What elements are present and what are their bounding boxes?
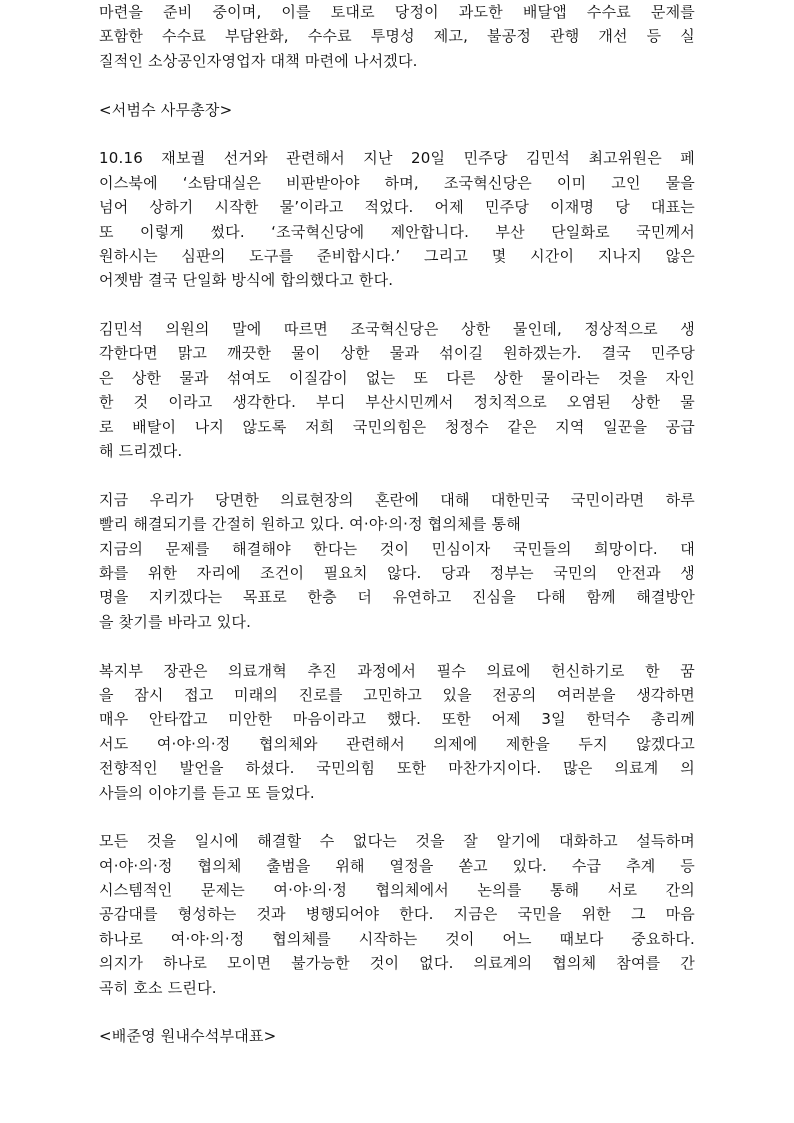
speaker-heading: <배준영 원내수석부대표>	[99, 1027, 277, 1046]
paragraph-line: 하나로 여·야·의·정 협의체를 시작하는 것이 어느 때보다 중요하다.	[99, 929, 695, 948]
paragraph-line: 10.16 재보궐 선거와 관련해서 지난 20일 민주당 김민석 최고위원은 페	[99, 149, 695, 168]
paragraph-line: 의지가 하나로 모이면 불가능한 것이 없다. 의료계의 협의체 참여를 간	[99, 954, 695, 973]
paragraph-line: 빨리 해결되기를 간절히 원하고 있다. 여·야·의·정 협의체를 통해	[99, 515, 521, 534]
paragraph-line: 각한다면 맑고 깨끗한 물이 상한 물과 섞이길 원하겠는가. 결국 민주당	[99, 344, 695, 363]
paragraph-4	[99, 659, 695, 805]
paragraph-line: 포함한 수수료 부담완화, 수수료 투명성 제고, 불공정 관행 개선 등 실	[99, 27, 695, 46]
paragraph-line: 어젯밤 결국 단일화 방식에 합의했다고 한다.	[99, 271, 394, 290]
paragraph-line: 은 상한 물과 섞여도 이질감이 없는 또 다른 상한 물이라는 것을 자인	[99, 368, 695, 387]
paragraph-line: 이스북에 ‘소탐대실은 비판받아야 하며, 조국혁신당은 이미 고인 물을	[99, 173, 695, 192]
paragraph-line: 지금 우리가 당면한 의료현장의 혼란에 대해 대한민국 국민이라면 하루	[99, 490, 695, 509]
paragraph-line: 해 드리겠다.	[99, 442, 183, 461]
paragraph-line: 매우 안타깝고 미안한 마음이라고 했다. 또한 어제 3일 한덕수 총리께	[99, 710, 695, 729]
paragraph-line: 복지부 장관은 의료개혁 추진 과정에서 필수 의료에 헌신하기로 한 꿈	[99, 661, 695, 680]
paragraph-line: 전향적인 발언을 하셨다. 국민의힘 또한 마찬가지이다. 많은 의료계 의	[99, 759, 695, 778]
paragraph-line: 원하시는 심판의 도구를 준비합시다.’ 그리고 몇 시간이 지나지 않은	[99, 246, 695, 265]
intro-paragraph	[99, 0, 695, 73]
paragraph-2	[99, 317, 695, 463]
paragraph-line: 한 것 이라고 생각한다. 부디 부산시민께서 정치적으로 오염된 상한 물	[99, 393, 695, 412]
paragraph-line: 사들의 이야기를 듣고 또 들었다.	[99, 783, 315, 802]
paragraph-line: 곡히 호소 드린다.	[99, 978, 217, 997]
paragraph-line: 여·야·의·정 협의체 출범을 위해 열정을 쏟고 있다. 수급 추계 등	[99, 856, 695, 875]
paragraph-line: 모든 것을 일시에 해결할 수 없다는 것을 잘 알기에 대화하고 설득하며	[99, 832, 695, 851]
paragraph-line: 공감대를 형성하는 것과 병행되어야 한다. 지금은 국민을 위한 그 마음	[99, 905, 695, 924]
paragraph-line: 넘어 상하기 시작한 물’이라고 적었다. 어제 민주당 이재명 당 대표는	[99, 198, 695, 217]
paragraph-line: 시스템적인 문제는 여·야·의·정 협의체에서 논의를 통해 서로 간의	[99, 881, 695, 900]
paragraph-3	[99, 488, 695, 634]
speaker-heading: <서범수 사무총장>	[99, 100, 233, 119]
paragraph-line: 질적인 소상공인자영업자 대책 마련에 나서겠다.	[99, 51, 418, 70]
paragraph-5	[99, 829, 695, 1000]
paragraph-line: 명을 지키겠다는 목표로 한층 더 유연하고 진심을 다해 함께 해결방안	[99, 588, 695, 607]
paragraph-line: 김민석 의원의 말에 따르면 조국혁신당은 상한 물인데, 정상적으로 생	[99, 320, 695, 339]
document-page	[99, 0, 695, 1049]
paragraph-line: 서도 여·야·의·정 협의체와 관련해서 의제에 제한을 두지 않겠다고	[99, 734, 695, 753]
paragraph-line: 마련을 준비 중이며, 이를 토대로 당정이 과도한 배달앱 수수료 문제를	[99, 3, 695, 21]
paragraph-line: 로 배탈이 나지 않도록 저희 국민의힘은 청정수 같은 지역 일꾼을 공급	[99, 417, 695, 436]
paragraph-line: 또 이렇게 썼다. ‘조국혁신당에 제안합니다. 부산 단일화로 국민께서	[99, 222, 695, 241]
paragraph-1	[99, 146, 695, 292]
paragraph-line: 을 잠시 접고 미래의 진로를 고민하고 있을 전공의 여러분을 생각하면	[99, 685, 695, 704]
paragraph-line: 지금의 문제를 해결해야 한다는 것이 민심이자 국민들의 희망이다. 대	[99, 539, 695, 558]
paragraph-line: 을 찾기를 바라고 있다.	[99, 612, 252, 631]
paragraph-line: 화를 위한 자리에 조건이 필요치 않다. 당과 정부는 국민의 안전과 생	[99, 563, 695, 582]
